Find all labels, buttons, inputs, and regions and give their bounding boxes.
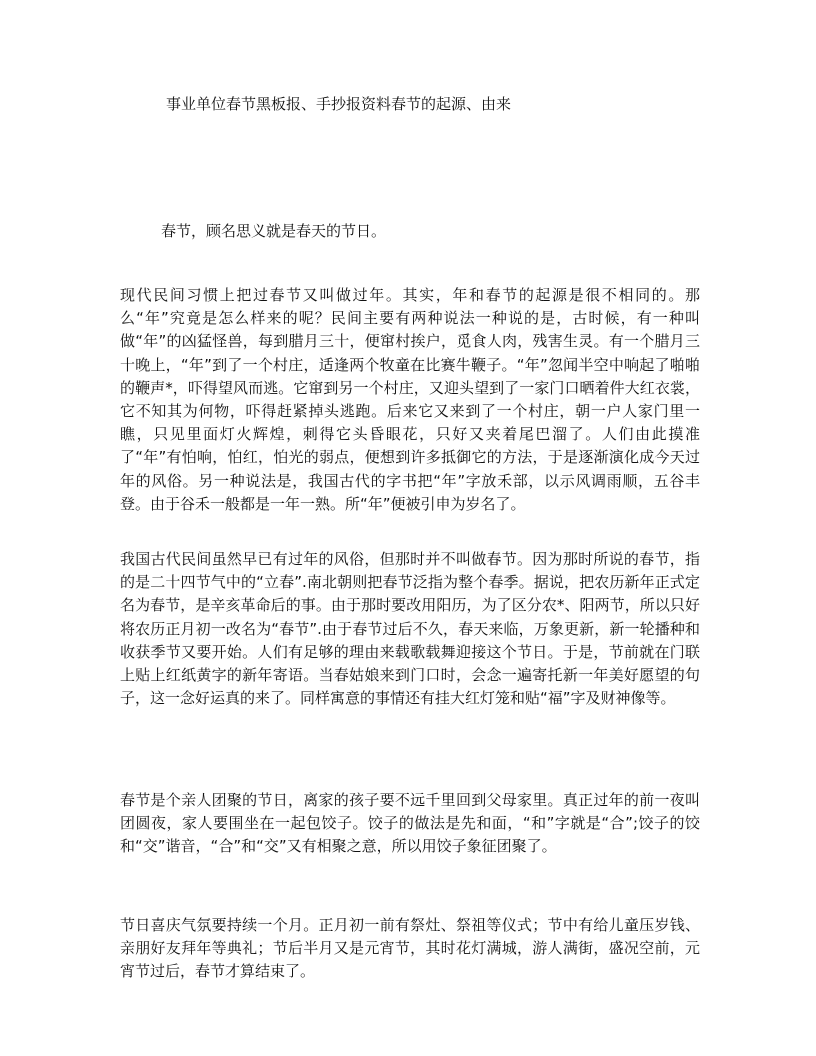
paragraph-naming-spring-festival: 我国古代民间虽然早已有过年的风俗，但那时并不叫做春节。因为那时所说的春节，指的是二十四节气中的“立春”.南北朝则把春节泛指为整个春季。据说，把农历新年正式定名为春节，是辛亥革命后的事。由于那时要改用阳历，为了区分农*、阳两节，所以只好将农历正月初一改名为“春节”.由于春节过后不久，春天来临，万象更新，新一轮播种和收获季节又要开始。人们有足够的理由来载歌载舞迎接这个节日。于是，节前就在门联上贴上红纸黄字的新年寄语。当春姑娘来到门口时，会念一遍寄托新一年美好愿望的句子，这一念好运真的来了。同样寓意的事情还有挂大红灯笼和贴“福”字及财神像等。	[120, 550, 700, 708]
paragraph-family-reunion: 春节是个亲人团聚的节日，离家的孩子要不远千里回到父母家里。真正过年的前一夜叫团圆夜，家人要围坐在一起包饺子。饺子的做法是先和面，“和”字就是“合”;饺子的饺和“交”谐音，“合”和“交”又有相聚之意，所以用饺子象征团聚了。	[120, 791, 700, 856]
lead-sentence: 春节，顾名思义就是春天的节日。	[161, 222, 387, 240]
paragraph-festive-month: 节日喜庆气氛要持续一个月。正月初一前有祭灶、祭祖等仪式；节中有给儿童压岁钱、亲朋好友拜年等典礼；节后半月又是元宵节，其时花灯满城，游人满街，盛况空前，元宵节过后，春节才算结束了。	[120, 916, 700, 981]
paragraph-origin-of-nian: 现代民间习惯上把过春节又叫做过年。其实，年和春节的起源是很不相同的。那么“年”究竟是怎么样来的呢？民间主要有两种说法一种说的是，古时候，有一种叫做“年”的凶猛怪兽，每到腊月三十，便窜村挨户，觅食人肉，残害生灵。有一个腊月三十晚上，“年”到了一个村庄，适逢两个牧童在比赛牛鞭子。“年”忽闻半空中响起了啪啪的鞭声*，吓得望风而逃。它窜到另一个村庄，又迎头望到了一家门口晒着件大红衣裳，它不知其为何物，吓得赶紧掉头逃跑。后来它又来到了一个村庄，朝一户人家门里一瞧，只见里面灯火辉煌，刺得它头昏眼花，只好又夹着尾巴溜了。人们由此摸准了“年”有怕响，怕红，怕光的弱点，便想到许多抵御它的方法，于是逐渐演化成今天过年的风俗。另一种说法是，我国古代的字书把“年”字放禾部，以示风调雨顺，五谷丰登。由于谷禾一般都是一年一熟。所“年”便被引申为岁名了。	[120, 286, 700, 513]
document-title: 事业单位春节黑板报、手抄报资料春节的起源、由来	[166, 95, 512, 113]
